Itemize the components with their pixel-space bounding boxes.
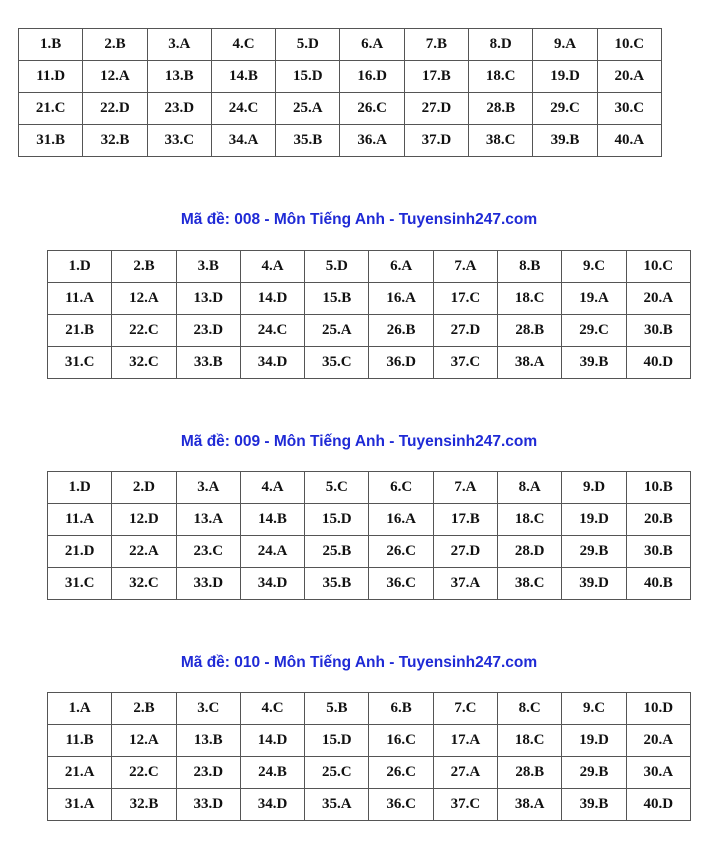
answer-cell: 26.C	[369, 757, 433, 789]
answer-cell: 40.B	[626, 568, 690, 600]
answer-table	[47, 250, 691, 379]
table-row	[48, 472, 691, 504]
answer-cell: 14.D	[240, 283, 304, 315]
answer-cell: 18.C	[498, 725, 562, 757]
answer-cell: 15.B	[305, 283, 369, 315]
answer-cell: 7.A	[433, 251, 497, 283]
answer-cell: 32.C	[112, 568, 176, 600]
answer-cell: 14.B	[240, 504, 304, 536]
answer-cell: 2.B	[112, 251, 176, 283]
answer-cell: 34.D	[240, 347, 304, 379]
answer-cell: 29.B	[562, 536, 626, 568]
answer-cell: 29.C	[562, 315, 626, 347]
answer-cell: 30.A	[626, 757, 690, 789]
answer-cell: 34.D	[240, 568, 304, 600]
answer-cell: 22.A	[112, 536, 176, 568]
answer-cell: 21.A	[48, 757, 112, 789]
answer-cell: 40.D	[626, 789, 690, 821]
answer-cell: 23.D	[176, 315, 240, 347]
answer-cell: 32.B	[112, 789, 176, 821]
answer-cell: 28.B	[469, 93, 533, 125]
answer-cell: 11.A	[48, 283, 112, 315]
answer-cell: 11.A	[48, 504, 112, 536]
answer-cell: 33.B	[176, 347, 240, 379]
table-row	[19, 93, 662, 125]
answer-cell: 16.A	[369, 283, 433, 315]
exam-code-heading: Mã đề: 010 - Môn Tiếng Anh - Tuyensinh247.com	[180, 654, 538, 671]
answer-cell: 9.C	[562, 693, 626, 725]
answer-cell: 3.B	[176, 251, 240, 283]
answer-cell: 38.C	[469, 125, 533, 157]
answer-cell: 27.D	[433, 315, 497, 347]
answer-cell: 24.B	[240, 757, 304, 789]
answer-cell: 6.A	[369, 251, 433, 283]
answer-cell: 2.B	[112, 693, 176, 725]
answer-cell: 24.C	[240, 315, 304, 347]
answer-cell: 6.B	[369, 693, 433, 725]
answer-cell: 1.B	[19, 29, 83, 61]
answer-cell: 24.C	[211, 93, 275, 125]
answer-cell: 35.B	[276, 125, 340, 157]
answer-cell: 17.A	[433, 725, 497, 757]
answer-cell: 39.D	[562, 568, 626, 600]
answer-cell: 31.A	[48, 789, 112, 821]
table-row	[48, 251, 691, 283]
answer-cell: 25.B	[305, 536, 369, 568]
answer-cell: 38.C	[498, 568, 562, 600]
answer-cell: 26.C	[369, 536, 433, 568]
answer-cell: 18.C	[498, 283, 562, 315]
answer-cell: 23.C	[176, 536, 240, 568]
answer-cell: 39.B	[533, 125, 597, 157]
answer-cell: 6.C	[369, 472, 433, 504]
answer-cell: 10.C	[597, 29, 661, 61]
answer-cell: 11.D	[19, 61, 83, 93]
answer-cell: 23.D	[147, 93, 211, 125]
table-row	[48, 504, 691, 536]
answer-cell: 17.B	[433, 504, 497, 536]
answer-cell: 4.C	[240, 693, 304, 725]
answer-cell: 17.C	[433, 283, 497, 315]
answer-cell: 26.B	[369, 315, 433, 347]
answer-cell: 35.C	[305, 347, 369, 379]
answer-cell: 30.C	[597, 93, 661, 125]
answer-table	[47, 471, 691, 600]
answer-cell: 30.B	[626, 536, 690, 568]
exam-code-heading: Mã đề: 008 - Môn Tiếng Anh - Tuyensinh247.com	[180, 211, 538, 228]
answer-cell: 31.C	[48, 347, 112, 379]
answer-cell: 22.D	[83, 93, 147, 125]
answer-cell: 12.A	[83, 61, 147, 93]
table-row	[19, 29, 662, 61]
answer-cell: 15.D	[276, 61, 340, 93]
answer-cell: 29.C	[533, 93, 597, 125]
answer-table	[47, 692, 691, 821]
answer-cell: 19.D	[562, 504, 626, 536]
table-row	[19, 125, 662, 157]
answer-cell: 22.C	[112, 315, 176, 347]
answer-cell: 37.D	[404, 125, 468, 157]
answer-cell: 37.C	[433, 789, 497, 821]
answer-cell: 18.C	[469, 61, 533, 93]
answer-cell: 17.B	[404, 61, 468, 93]
answer-cell: 21.B	[48, 315, 112, 347]
answer-cell: 3.A	[176, 472, 240, 504]
answer-cell: 25.C	[305, 757, 369, 789]
answer-cell: 28.B	[498, 757, 562, 789]
table-row	[48, 757, 691, 789]
answer-cell: 8.D	[469, 29, 533, 61]
answer-cell: 36.C	[369, 789, 433, 821]
answer-cell: 5.D	[305, 251, 369, 283]
answer-cell: 40.A	[597, 125, 661, 157]
answer-cell: 34.A	[211, 125, 275, 157]
answer-cell: 11.B	[48, 725, 112, 757]
answer-cell: 22.C	[112, 757, 176, 789]
answer-cell: 5.C	[305, 472, 369, 504]
answer-cell: 15.D	[305, 504, 369, 536]
answer-cell: 9.C	[562, 251, 626, 283]
answer-cell: 9.D	[562, 472, 626, 504]
answer-cell: 1.D	[48, 251, 112, 283]
answer-cell: 13.B	[176, 725, 240, 757]
answer-cell: 36.A	[340, 125, 404, 157]
answer-cell: 29.B	[562, 757, 626, 789]
answer-cell: 1.A	[48, 693, 112, 725]
answer-cell: 2.B	[83, 29, 147, 61]
table-row	[48, 347, 691, 379]
table-row	[48, 725, 691, 757]
table-row	[19, 61, 662, 93]
answer-cell: 37.A	[433, 568, 497, 600]
table-row	[48, 568, 691, 600]
answer-cell: 40.D	[626, 347, 690, 379]
answer-cell: 14.B	[211, 61, 275, 93]
answer-cell: 12.A	[112, 283, 176, 315]
answer-cell: 6.A	[340, 29, 404, 61]
answer-cell: 19.D	[533, 61, 597, 93]
answer-cell: 23.D	[176, 757, 240, 789]
answer-cell: 20.A	[597, 61, 661, 93]
answer-table	[18, 28, 662, 157]
answer-cell: 15.D	[305, 725, 369, 757]
answer-cell: 20.A	[626, 283, 690, 315]
answer-cell: 21.C	[19, 93, 83, 125]
answer-cell: 4.C	[211, 29, 275, 61]
answer-cell: 32.C	[112, 347, 176, 379]
answer-cell: 27.D	[404, 93, 468, 125]
answer-cell: 10.D	[626, 693, 690, 725]
answer-cell: 16.A	[369, 504, 433, 536]
answer-cell: 19.A	[562, 283, 626, 315]
answer-cell: 4.A	[240, 251, 304, 283]
answer-cell: 25.A	[276, 93, 340, 125]
exam-code-heading: Mã đề: 009 - Môn Tiếng Anh - Tuyensinh247.com	[180, 433, 538, 450]
answer-cell: 16.C	[369, 725, 433, 757]
answer-cell: 38.A	[498, 789, 562, 821]
table-row	[48, 315, 691, 347]
table-row	[48, 693, 691, 725]
answer-cell: 20.B	[626, 504, 690, 536]
answer-cell: 3.A	[147, 29, 211, 61]
table-row	[48, 283, 691, 315]
answer-cell: 37.C	[433, 347, 497, 379]
answer-cell: 19.D	[562, 725, 626, 757]
answer-cell: 8.A	[498, 472, 562, 504]
answer-cell: 10.B	[626, 472, 690, 504]
answer-cell: 32.B	[83, 125, 147, 157]
answer-cell: 13.A	[176, 504, 240, 536]
answer-cell: 10.C	[626, 251, 690, 283]
answer-cell: 9.A	[533, 29, 597, 61]
answer-cell: 7.C	[433, 693, 497, 725]
answer-cell: 5.B	[305, 693, 369, 725]
answer-cell: 31.C	[48, 568, 112, 600]
answer-cell: 7.B	[404, 29, 468, 61]
answer-cell: 21.D	[48, 536, 112, 568]
answer-cell: 27.A	[433, 757, 497, 789]
answer-cell: 12.D	[112, 504, 176, 536]
answer-cell: 33.C	[147, 125, 211, 157]
answer-cell: 35.A	[305, 789, 369, 821]
answer-cell: 33.D	[176, 568, 240, 600]
answer-cell: 26.C	[340, 93, 404, 125]
answer-cell: 31.B	[19, 125, 83, 157]
answer-cell: 35.B	[305, 568, 369, 600]
answer-cell: 39.B	[562, 347, 626, 379]
answer-cell: 38.A	[498, 347, 562, 379]
answer-cell: 34.D	[240, 789, 304, 821]
answer-cell: 30.B	[626, 315, 690, 347]
answer-cell: 12.A	[112, 725, 176, 757]
answer-cell: 25.A	[305, 315, 369, 347]
answer-cell: 13.B	[147, 61, 211, 93]
answer-cell: 28.D	[498, 536, 562, 568]
answer-cell: 1.D	[48, 472, 112, 504]
answer-cell: 8.C	[498, 693, 562, 725]
answer-cell: 28.B	[498, 315, 562, 347]
answer-cell: 36.D	[369, 347, 433, 379]
answer-cell: 7.A	[433, 472, 497, 504]
answer-cell: 18.C	[498, 504, 562, 536]
answer-cell: 33.D	[176, 789, 240, 821]
answer-cell: 20.A	[626, 725, 690, 757]
answer-cell: 16.D	[340, 61, 404, 93]
answer-cell: 36.C	[369, 568, 433, 600]
answer-cell: 2.D	[112, 472, 176, 504]
answer-cell: 5.D	[276, 29, 340, 61]
answer-cell: 27.D	[433, 536, 497, 568]
answer-cell: 24.A	[240, 536, 304, 568]
answer-cell: 14.D	[240, 725, 304, 757]
answer-cell: 13.D	[176, 283, 240, 315]
answer-cell: 39.B	[562, 789, 626, 821]
answer-cell: 4.A	[240, 472, 304, 504]
table-row	[48, 789, 691, 821]
answer-cell: 8.B	[498, 251, 562, 283]
answer-cell: 3.C	[176, 693, 240, 725]
table-row	[48, 536, 691, 568]
